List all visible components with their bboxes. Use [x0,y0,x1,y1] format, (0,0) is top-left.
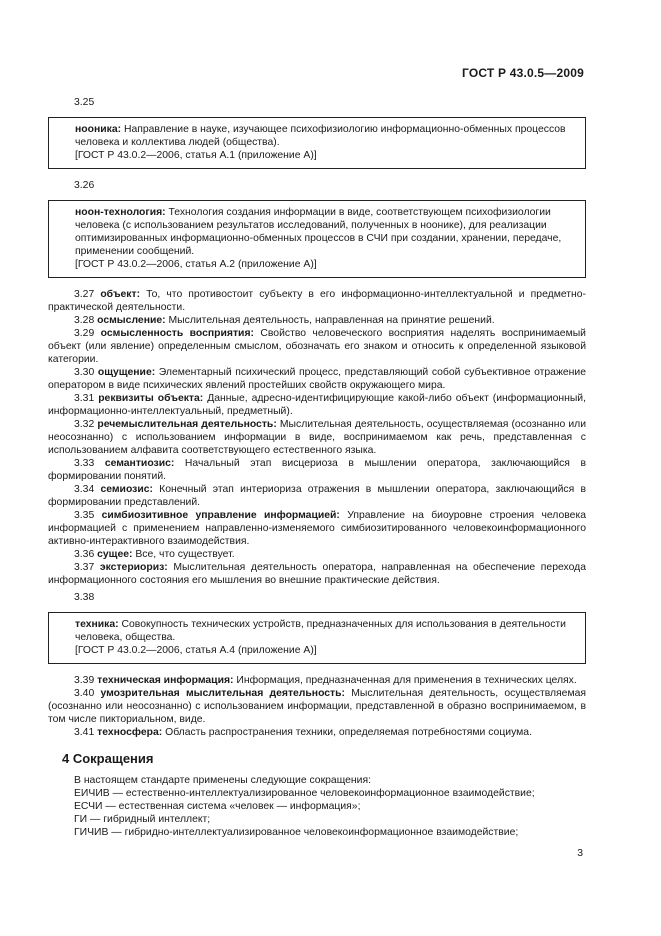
term-name: техника: [75,619,119,630]
term-definition [75,618,577,644]
term-text: Элементарный психический процесс, представляющий собой субъективное отражение оператором в виде психических явлений простейших свойств окружающего мира. [48,367,587,391]
document-body [48,92,586,839]
term-name: реквизиты объекта: [98,393,204,404]
term-text: Мыслительная деятельность, осуществляемая (осознанно или неосознанно) с использованием информации в виде, воспринимаемом как речь, представленная с использованием алфавита соответствующего естественного языка. [48,419,586,456]
term-number: 3.31 [74,393,95,404]
term-name: ноон-технология: [75,207,166,218]
abbreviation-item: ГИ — гибридный интеллект; [74,814,211,825]
section-title: 4 Сокращения [62,751,154,766]
term-text: Свойство человеческого восприятия наделять воспринимаемый объект (или явление) определенным смыслом, обозначать его знаком и относить к определенной языковой категории. [48,328,586,365]
term-definition [48,288,586,314]
term-name: речемыслительная деятельность: [97,419,277,430]
term-name: осмысленность восприятия: [100,328,254,339]
term-definition [48,366,586,392]
term-definition-box [48,612,586,664]
term-definition [48,418,586,457]
term-definition [48,674,586,687]
term-name: семантиозис: [104,458,175,469]
term-name: осмысление: [97,315,166,326]
abbreviation-item: ЕСЧИ — естественная система «человек — информация»; [74,801,361,812]
term-text: То, что противостоит субъекту в его информационно-интеллектуальной и предметно-практической деятельности. [48,289,587,313]
term-name: ощущение: [97,367,156,378]
term-number: 3.35 [74,510,95,521]
term-definition [48,457,586,483]
term-definition [75,206,577,258]
term-text: Технология создания информации в виде, соответствующем психофизиологии человека (с использованием результатов исследований, полученных в ноонике), для реализации оптимизированных информационно-обменных процессов в СЧИ при создании, хранении, передаче, применении сообщений. [75,207,562,257]
term-source: [ГОСТ Р 43.0.2—2006, статья А.1 (приложение А)] [75,150,317,161]
term-number: 3.39 [74,675,95,686]
term-definition [48,327,586,366]
term-source: [ГОСТ Р 43.0.2—2006, статья А.4 (приложение А)] [75,645,317,656]
term-name: техническая информация: [97,675,234,686]
abbreviations-list [48,774,586,839]
term-text: Конечный этап интериориза отражения в мышлении оператора, заключающийся в формировании представлений. [48,484,586,508]
page-number: 3 [577,848,583,859]
term-definition [48,483,586,509]
term-definition [48,687,586,726]
term-text: Область распространения техники, определяемая потребностями социума. [162,727,532,738]
term-text: Информация, предназначенная для применения в технических целях. [233,675,577,686]
term-number: 3.25 [74,97,95,108]
term-name: сущее: [97,549,133,560]
term-number: 3.30 [74,367,95,378]
term-name: нооника: [75,124,122,135]
term-number: 3.33 [74,458,95,469]
term-definition [48,726,586,739]
term-definition [48,561,586,587]
term-number: 3.28 [74,315,95,326]
term-name: семиозис: [100,484,153,495]
term-definition [48,509,586,548]
document-code: ГОСТ Р 43.0.5—2009 [461,66,584,80]
term-number: 3.34 [74,484,95,495]
term-number: 3.41 [74,727,95,738]
term-number: 3.40 [74,688,95,699]
term-definition [75,123,577,149]
term-name: экстериориз: [99,562,168,573]
term-name: объект: [100,289,141,300]
term-text: Данные, адресно-идентифицирующие какой-либо объект (информационный, информационно-интеллектуальный, предметный). [48,393,586,417]
term-text: Совокупность технических устройств, предназначенных для использования в деятельности человека, общества. [75,619,566,643]
term-number: 3.36 [74,549,95,560]
term-text: Мыслительная деятельность оператора, направленная на обеспечение перехода информационного состояния его мышления во внешние практические действия. [48,562,586,586]
term-number: 3.26 [74,180,95,191]
term-text: Мыслительная деятельность, направленная на принятие решений. [165,315,495,326]
term-text: Направление в науке, изучающее психофизиологию информационно-обменных процессов человека и коллектива людей (общества). [75,124,566,148]
term-number: 3.37 [74,562,95,573]
term-definition [48,314,586,327]
abbreviations-intro: В настоящем стандарте применены следующие сокращения: [74,775,371,786]
term-name: умозрительная мыслительная деятельность: [100,688,345,699]
term-definition [48,548,586,561]
term-text: Управление на биоуровне строения человека информацией с применением направленно-изменяемого симбиозитированного человекоинформационного активно-интерактивного взаимодействия. [48,510,586,547]
term-definition [48,392,586,418]
term-source: [ГОСТ Р 43.0.2—2006, статья А.2 (приложение А)] [75,259,317,270]
term-definition-box [48,117,586,169]
term-text: Начальный этап висцериоза в мышлении оператора, заключающийся в формировании понятий. [48,458,586,482]
term-text: Все, что существует. [132,549,235,560]
term-definition-box [48,200,586,278]
term-number: 3.32 [74,419,95,430]
abbreviation-item: ЕИЧИВ — естественно-интеллектуализированное человекоинформационное взаимодействие; [74,788,535,799]
abbreviation-item: ГИЧИВ — гибридно-интеллектуализированное человекоинформационное взаимодействие; [74,827,519,838]
term-name: техносфера: [97,727,163,738]
term-text: Мыслительная деятельность, осуществляемая (осознанно или неосознанно) с использованием информации, представленной в образно воспринимаемом, в том числе пикториальном, виде. [48,688,586,725]
term-number: 3.38 [74,592,95,603]
term-number: 3.29 [74,328,95,339]
term-number: 3.27 [74,289,95,300]
term-name: симбиозитивное управление информацией: [101,510,340,521]
